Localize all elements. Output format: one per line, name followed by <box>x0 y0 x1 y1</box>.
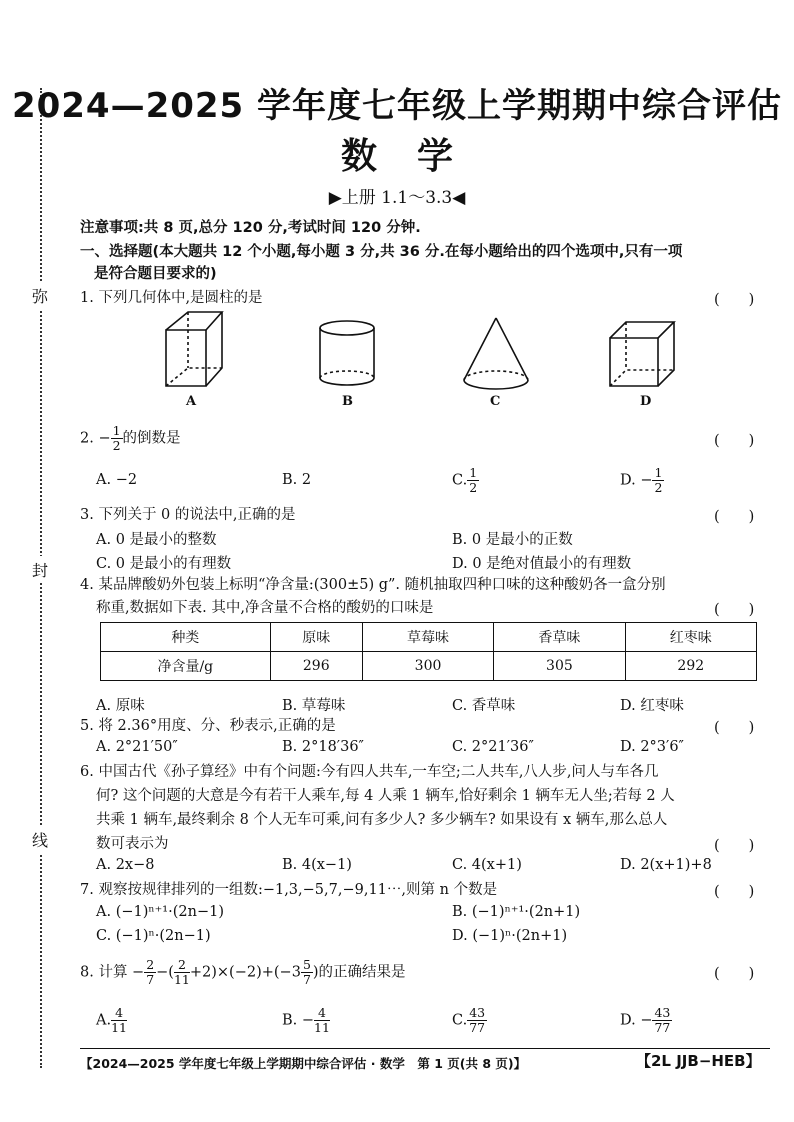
q6-option-a: A. 2x−8 <box>96 857 155 873</box>
q6-option-b: B. 4(x−1) <box>282 857 352 873</box>
q2-answer-paren: ( ) <box>714 433 755 449</box>
q8-f1-den: 7 <box>146 972 155 987</box>
table-cell: 292 <box>625 652 756 681</box>
q8-option-b-label: B. − <box>282 1012 315 1029</box>
q6-stem-line1: 6. 中国古代《孙子算经》中有个问题:今有四人共车,一车空;二人共车,八人步,问人与车各几 <box>80 764 659 780</box>
q8-f2-num: 2 <box>174 958 190 973</box>
q4-stem-line1: 4. 某品牌酸奶外包装上标明“净含量:(300±5) g”. 随机抽取四种口味的这种酸奶各一盒分别 <box>80 577 666 593</box>
q3-option-c: C. 0 是最小的有理数 <box>96 556 232 572</box>
q8-option-c-num: 43 <box>469 1005 486 1020</box>
q5-stem: 5. 将 2.36°用度、分、秒表示,正确的是 <box>80 718 336 734</box>
q8-answer-paren: ( ) <box>714 966 755 982</box>
footer-divider <box>80 1048 770 1049</box>
q2-fraction <box>111 424 123 453</box>
q6-stem-line3: 共乘 1 辆车,最终剩余 8 个人无车可乘,问有多少人? 多少辆车? 如果设有 x 辆车,那么总人 <box>96 812 668 828</box>
table-cell: 300 <box>362 652 493 681</box>
q8-f3-num: 5 <box>302 957 311 972</box>
q8-option-c <box>452 1006 487 1035</box>
q2-stem <box>80 424 770 453</box>
q8-option-b-den: 11 <box>314 1020 330 1035</box>
q7-stem: 7. 观察按规律排列的一组数:−1,3,−5,7,−9,11⋯,则第 n 个数是 <box>80 882 498 898</box>
q8-option-d-num: 43 <box>654 1005 671 1020</box>
q3-option-b: B. 0 是最小的正数 <box>452 532 573 548</box>
q8-option-b-num: 4 <box>314 1006 330 1021</box>
q2-option-c-den: 2 <box>469 480 478 495</box>
section-heading-line2: 是符合题目要求的) <box>94 266 217 282</box>
q5-option-d: D. 2°3′6″ <box>620 739 684 755</box>
q8-stem <box>80 958 770 987</box>
q3-stem: 3. 下列关于 0 的说法中,正确的是 <box>80 507 296 523</box>
q8-option-b <box>282 1006 330 1035</box>
q8-option-c-den: 77 <box>469 1020 486 1035</box>
q3-answer-paren: ( ) <box>714 509 755 525</box>
footer-page-info: 【2024—2025 学年度七年级上学期期中综合评估 · 数学 第 1 页(共 8 页)】 <box>80 1056 527 1071</box>
q1-answer-paren: ( ) <box>714 292 755 308</box>
q2-option-c-frac <box>467 466 479 495</box>
q2-frac-num: 1 <box>112 423 121 438</box>
q8-mid1: −( <box>156 964 174 981</box>
q2-option-d-label: D. − <box>620 472 653 489</box>
q2-prefix: 2. − <box>80 430 111 447</box>
q4-answer-paren: ( ) <box>714 602 755 618</box>
subject-title: 数学 <box>340 136 493 177</box>
q8-f3-den: 7 <box>302 972 311 987</box>
q6-stem-line4: 数可表示为 <box>96 836 169 852</box>
q6-stem-line2: 何? 这个问题的大意是今有若干人乘车,每 4 人乘 1 辆车,恰好剩余 1 辆车无人坐;若每 2 人 <box>96 788 675 804</box>
q3-option-a: A. 0 是最小的整数 <box>96 532 217 548</box>
q8-option-d-den: 77 <box>654 1020 671 1035</box>
q4-stem-line2: 称重,数据如下表. 其中,净含量不合格的酸奶的口味是 <box>96 600 434 616</box>
figure-label-d: D <box>640 394 652 409</box>
q8-option-a-label: A. <box>96 1012 112 1029</box>
q2-option-d-num: 1 <box>654 465 663 480</box>
q2-option-b: B. 2 <box>282 472 312 488</box>
table-row <box>101 652 757 681</box>
q2-option-d-den: 2 <box>654 480 663 495</box>
q5-option-b: B. 2°18′36″ <box>282 739 364 755</box>
table-header-cell: 种类 <box>101 623 271 652</box>
q2-option-c <box>452 466 479 495</box>
q8-option-a <box>96 1006 127 1035</box>
figure-label-a: A <box>186 394 197 409</box>
exam-notes: 注意事项:共 8 页,总分 120 分,考试时间 120 分钟. <box>80 220 421 236</box>
q8-f2-den: 11 <box>173 972 190 987</box>
q8-option-c-frac <box>467 1006 487 1035</box>
q5-option-c: C. 2°21′36″ <box>452 739 534 755</box>
q6-option-c: C. 4(x+1) <box>452 857 522 873</box>
q8-fraction-3 <box>301 958 313 987</box>
q2-option-c-num: 1 <box>469 465 478 480</box>
q8-fraction-1 <box>144 958 156 987</box>
q2-suffix: 的倒数是 <box>122 430 181 447</box>
q8-option-a-frac <box>111 1006 127 1035</box>
q1-stem: 1. 下列几何体中,是圆柱的是 <box>80 290 263 306</box>
q8-option-c-label: C. <box>452 1012 468 1029</box>
q8-option-a-den: 11 <box>111 1020 127 1035</box>
q8-pre: 8. 计算 − <box>80 964 145 981</box>
q8-fraction-2 <box>174 958 190 987</box>
prism-figure <box>160 306 230 390</box>
q4-data-table <box>100 622 757 681</box>
q8-option-b-frac <box>314 1006 330 1035</box>
q2-option-c-label: C. <box>452 472 468 489</box>
table-header-cell: 草莓味 <box>362 623 493 652</box>
q8-option-d <box>620 1006 672 1035</box>
table-row-label: 净含量/g <box>101 652 271 681</box>
q4-option-c: C. 香草味 <box>452 698 516 714</box>
margin-char-xian: 线 <box>32 826 48 853</box>
figure-label-b: B <box>342 394 353 409</box>
figure-label-c: C <box>490 394 501 409</box>
q2-option-d-frac <box>652 466 664 495</box>
exam-title: 2024—2025 学年度七年级上学期期中综合评估 <box>11 86 783 126</box>
q8-post: )的正确结果是 <box>312 964 406 981</box>
cone-figure <box>460 314 532 394</box>
scope-label: ▶上册 1.1～3.3◀ <box>328 188 466 208</box>
q2-frac-den: 2 <box>112 438 121 453</box>
footer-exam-code: 【2L JJB−HEB】 <box>636 1052 761 1070</box>
q8-f1-num: 2 <box>146 957 155 972</box>
q7-option-b: B. (−1)ⁿ⁺¹·(2n+1) <box>452 904 581 920</box>
q4-option-b: B. 草莓味 <box>282 698 346 714</box>
q5-option-a: A. 2°21′50″ <box>96 739 178 755</box>
table-header-cell: 红枣味 <box>625 623 756 652</box>
q2-option-d <box>620 466 664 495</box>
q6-answer-paren: ( ) <box>714 838 755 854</box>
q7-answer-paren: ( ) <box>714 884 755 900</box>
q7-option-c: C. (−1)ⁿ·(2n−1) <box>96 928 211 944</box>
q6-option-d: D. 2(x+1)+8 <box>620 857 712 873</box>
cube-figure <box>604 318 680 390</box>
table-header-cell: 香草味 <box>494 623 625 652</box>
table-cell: 305 <box>494 652 625 681</box>
q3-option-d: D. 0 是绝对值最小的有理数 <box>452 556 632 572</box>
q7-option-a: A. (−1)ⁿ⁺¹·(2n−1) <box>96 904 224 920</box>
q5-answer-paren: ( ) <box>714 720 755 736</box>
q7-option-d: D. (−1)ⁿ·(2n+1) <box>452 928 568 944</box>
q8-option-d-label: D. − <box>620 1012 653 1029</box>
table-header-row <box>101 623 757 652</box>
table-header-cell: 原味 <box>270 623 362 652</box>
margin-char-mi: 弥 <box>32 282 48 309</box>
margin-char-feng: 封 <box>32 556 48 583</box>
q8-mid2: +2)×(−2)+(−3 <box>189 964 301 981</box>
table-cell: 296 <box>270 652 362 681</box>
section-heading-line1: 一、选择题(本大题共 12 个小题,每小题 3 分,共 36 分.在每小题给出的四个选项中,只有一项 <box>80 244 683 260</box>
q4-option-d: D. 红枣味 <box>620 698 684 714</box>
q4-option-a: A. 原味 <box>96 698 145 714</box>
cylinder-figure <box>316 318 378 390</box>
q8-option-a-num: 4 <box>111 1006 127 1021</box>
q2-option-a: A. −2 <box>96 472 138 488</box>
q8-option-d-frac <box>652 1006 672 1035</box>
